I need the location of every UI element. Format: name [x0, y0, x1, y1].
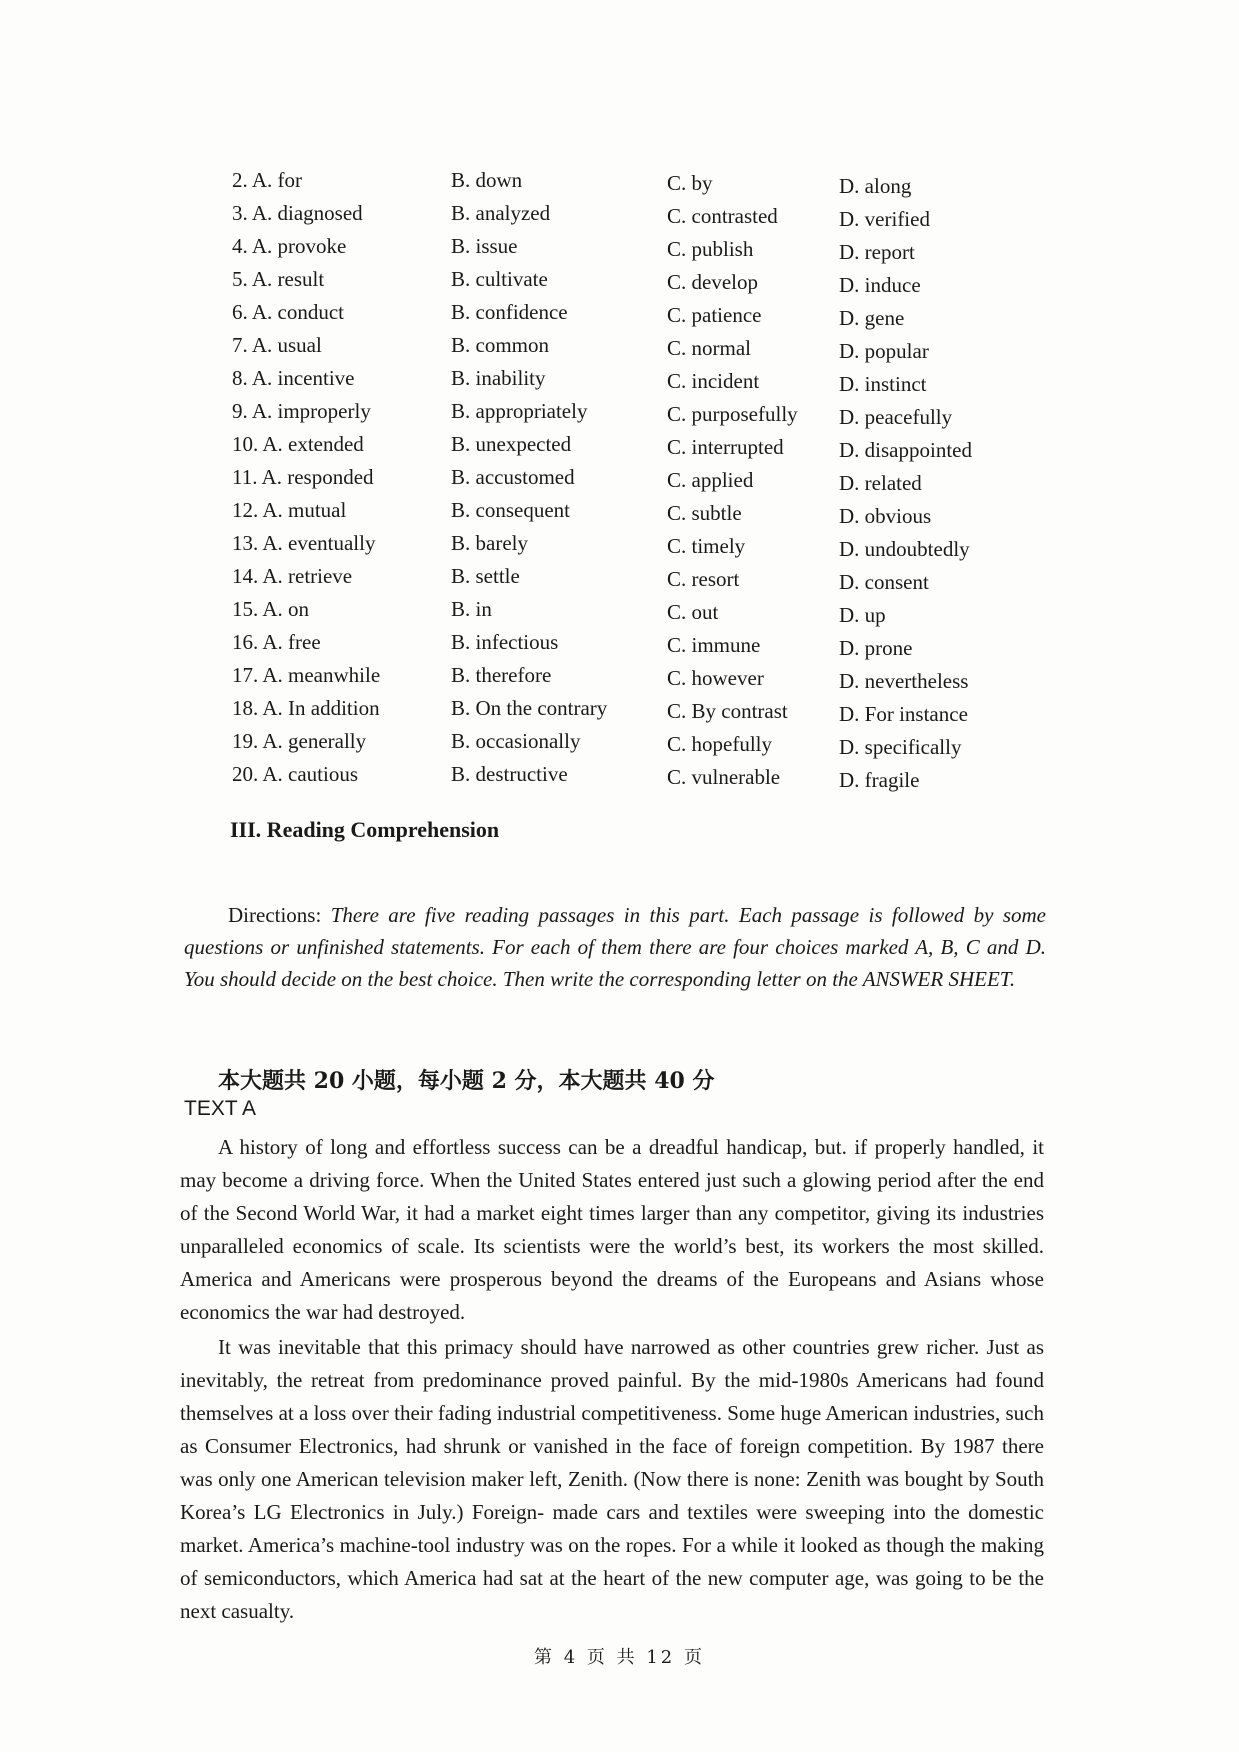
option-c: C. applied: [667, 468, 754, 492]
option-b: B. appropriately: [451, 399, 588, 423]
option-d: D. undoubtedly: [839, 537, 970, 561]
question-option-a: 18. A. In addition: [232, 696, 380, 720]
directions-label: Directions:: [228, 903, 331, 927]
passage: [180, 1131, 1044, 1630]
option-d: D. prone: [839, 636, 913, 660]
option-d: D. popular: [839, 339, 929, 363]
option-d: D. along: [839, 174, 912, 198]
option-d: D. For instance: [839, 702, 968, 726]
option-b: B. confidence: [451, 300, 568, 324]
question-option-a: 11. A. responded: [232, 465, 374, 489]
option-c: C. By contrast: [667, 699, 788, 723]
option-c: C. develop: [667, 270, 758, 294]
option-c: C. purposefully: [667, 402, 798, 426]
option-c: C. by: [667, 171, 713, 195]
section-title: III. Reading Comprehension: [230, 817, 500, 842]
option-b: B. inability: [451, 366, 546, 390]
option-c: C. immune: [667, 633, 761, 657]
question-option-a: 8. A. incentive: [232, 366, 355, 390]
question-option-a: 16. A. free: [232, 630, 321, 654]
option-b: B. accustomed: [451, 465, 575, 489]
question-option-a: 19. A. generally: [232, 729, 367, 753]
option-b: B. barely: [451, 531, 528, 555]
question-option-a: 3. A. diagnosed: [232, 201, 363, 225]
question-option-a: 17. A. meanwhile: [232, 663, 381, 687]
option-d: D. disappointed: [839, 438, 972, 462]
question-option-a: 12. A. mutual: [232, 498, 347, 522]
option-d: D. peacefully: [839, 405, 953, 429]
option-b: B. infectious: [451, 630, 559, 654]
question-option-a: 5. A. result: [232, 267, 325, 291]
option-b: B. occasionally: [451, 729, 581, 753]
option-c: C. contrasted: [667, 204, 778, 228]
option-c: C. subtle: [667, 501, 742, 525]
text-label: TEXT A: [184, 1097, 256, 1120]
option-row: [232, 164, 1022, 197]
directions: [184, 899, 1046, 995]
option-b: B. issue: [451, 234, 518, 258]
question-option-a: 14. A. retrieve: [232, 564, 353, 588]
option-c: C. publish: [667, 237, 754, 261]
option-c: C. timely: [667, 534, 746, 558]
passage-paragraph: A history of long and effortless success can be a dreadful handicap, but. if properly handled, it may become a driving force. When the United States entered just such a glowing period after the end of the Second World War, it had a market eight times larger than any competitor, giving its industries unparalleled economics of scale. Its scientists were the world’s best, its workers the most skilled. America and Americans were prosperous beyond the dreams of the Europeans and Asians whose economics the war had destroyed.: [180, 1135, 1044, 1324]
option-d: D. related: [839, 471, 922, 495]
option-d: D. consent: [839, 570, 929, 594]
option-c: C. incident: [667, 369, 760, 393]
option-d: D. obvious: [839, 504, 932, 528]
option-b: B. settle: [451, 564, 520, 588]
option-b: B. consequent: [451, 498, 570, 522]
question-option-a: 20. A. cautious: [232, 762, 358, 786]
option-d: D. gene: [839, 306, 905, 330]
option-b: B. in: [451, 597, 492, 621]
question-option-a: 15. A. on: [232, 597, 310, 621]
option-d: D. fragile: [839, 768, 920, 792]
option-c: C. out: [667, 600, 719, 624]
cloze-options-table: [232, 164, 1022, 791]
directions-text: There are five reading passages in this part. Each passage is followed by some questions or unfinished statements. For each of them there are four choices marked A, B, C and D. You should decide on the best choice. Then write the corresponding letter on the ANSWER SHEET.: [184, 903, 1046, 991]
question-option-a: 4. A. provoke: [232, 234, 347, 258]
option-d: D. verified: [839, 207, 930, 231]
question-option-a: 10. A. extended: [232, 432, 364, 456]
option-d: D. specifically: [839, 735, 962, 759]
question-option-a: 2. A. for: [232, 168, 302, 192]
option-b: B. unexpected: [451, 432, 572, 456]
option-d: D. up: [839, 603, 886, 627]
option-b: B. On the contrary: [451, 696, 608, 720]
option-b: B. therefore: [451, 663, 552, 687]
option-c: C. normal: [667, 336, 751, 360]
option-c: C. interrupted: [667, 435, 784, 459]
score-heading: 本大题共 20 小题，每小题 2 分，本大题共 40 分: [218, 1068, 715, 1094]
option-b: B. analyzed: [451, 201, 551, 225]
question-option-a: 7. A. usual: [232, 333, 322, 357]
option-b: B. destructive: [451, 762, 568, 786]
option-d: D. report: [839, 240, 915, 264]
question-option-a: 6. A. conduct: [232, 300, 344, 324]
option-c: C. hopefully: [667, 732, 772, 756]
option-d: D. instinct: [839, 372, 927, 396]
option-d: D. induce: [839, 273, 921, 297]
passage-paragraph: It was inevitable that this primacy should have narrowed as other countries grew richer. Just as inevitably, the retreat from predominance proved painful. By the mid-1980s Americans had found themselves at a loss over their fading industrial competitiveness. Some huge American industries, such as Consumer Electronics, had shrunk or vanished in the face of foreign competition. By 1987 there was only one American television maker left, Zenith. (Now there is none: Zenith was bought by South Korea’s LG Electronics in July.) Foreign- made cars and textiles were sweeping into the domestic market. America’s machine-tool industry was on the ropes. For a while it looked as though the making of semiconductors, which America had sat at the heart of the new computer age, was going to be the next casualty.: [180, 1335, 1044, 1623]
option-c: C. resort: [667, 567, 740, 591]
option-b: B. common: [451, 333, 549, 357]
question-option-a: 9. A. improperly: [232, 399, 371, 423]
option-b: B. cultivate: [451, 267, 548, 291]
page-footer: 第 4 页 共 12 页: [534, 1647, 705, 1668]
option-d: D. nevertheless: [839, 669, 969, 693]
question-option-a: 13. A. eventually: [232, 531, 376, 555]
option-b: B. down: [451, 168, 523, 192]
option-c: C. vulnerable: [667, 765, 781, 789]
option-c: C. however: [667, 666, 764, 690]
option-c: C. patience: [667, 303, 762, 327]
